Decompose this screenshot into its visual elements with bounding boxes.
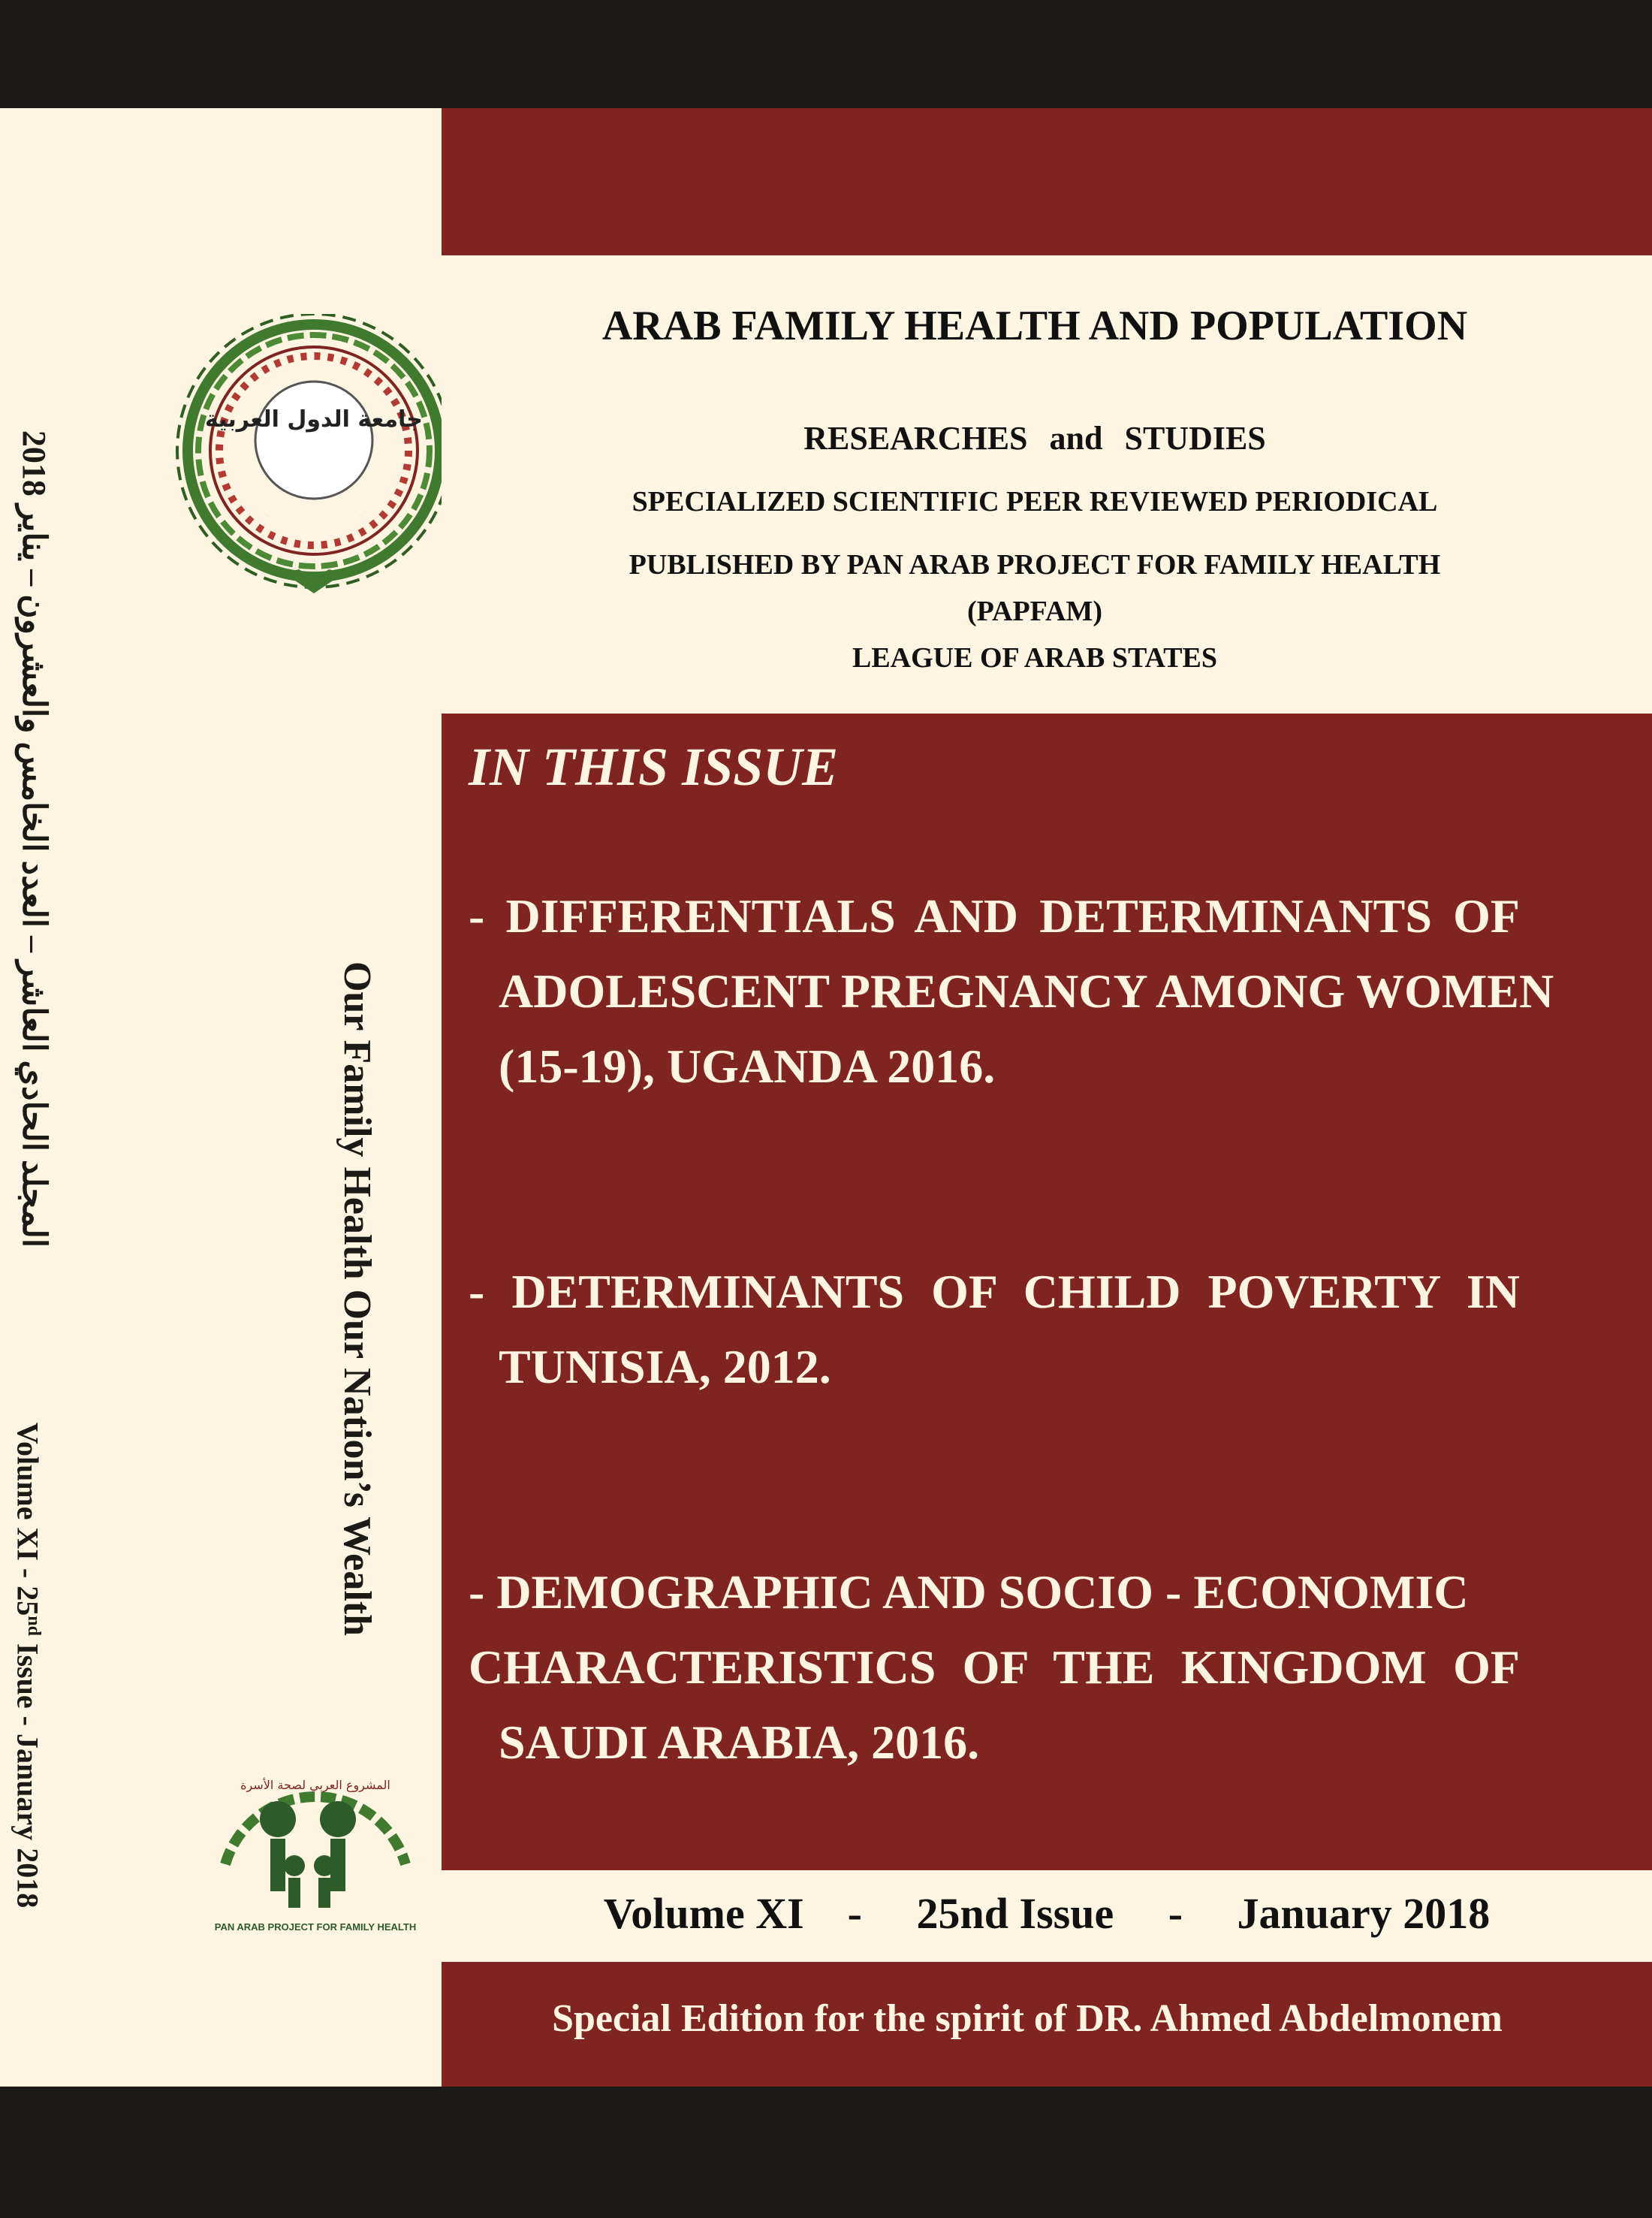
article-line: - DIFFERENTIALS AND DETERMINANTS OF [469, 889, 1520, 943]
papfam-caption: PAN ARAB PROJECT FOR FAMILY HEALTH [214, 1921, 417, 1933]
volume-issue-date: Volume XI - 25nd Issue - January 2018 [603, 1889, 1491, 1938]
bottom-black-bar [0, 2087, 1652, 2218]
article-line: CHARACTERISTICS OF THE KINGDOM OF [469, 1640, 1520, 1694]
family-figures-icon [260, 1801, 356, 1908]
in-this-issue-heading: IN THIS ISSUE [469, 737, 839, 797]
journal-title: ARAB FAMILY HEALTH AND POPULATION [601, 303, 1468, 349]
papfam-arabic-text: المشروع العربي لصحة الأسرة [240, 1778, 390, 1792]
article-line: (15-19), UGANDA 2016. [499, 1040, 996, 1093]
article-line: - DEMOGRAPHIC AND SOCIO - ECONOMIC [469, 1565, 1469, 1619]
spine-english-prefix: Volume XI - 25 [11, 1422, 45, 1616]
spine-english-suffix: Issue - January 2018 [11, 1635, 45, 1909]
spine-english-sup: nd [24, 1616, 44, 1636]
article-item [469, 1555, 1520, 1780]
spine-english-issue-line [8, 1177, 60, 2153]
publisher-line: PUBLISHED BY PAN ARAB PROJECT FOR FAMILY HEALTH [629, 549, 1441, 581]
in-this-issue-panel [442, 714, 1652, 1870]
spine-motto: Our Family Health Our Nation’s Wealth [336, 961, 378, 1636]
article-line: TUNISIA, 2012. [499, 1340, 831, 1393]
papfam-logo [203, 1737, 428, 1939]
publisher-abbreviation: (PAPFAM) [966, 596, 1103, 627]
dedication-band [442, 1962, 1652, 2087]
article-line: ADOLESCENT PREGNANCY AMONG WOMEN [499, 964, 1554, 1018]
journal-subtitle: RESEARCHES and STUDIES [803, 420, 1266, 457]
dedication-text: Special Edition for the spirit of DR. Ahmed Abdelmonem [552, 1997, 1503, 2040]
top-maroon-band [442, 108, 1652, 255]
top-black-bar [0, 0, 1652, 108]
league-logo-text: جامعة الدول العربية [205, 406, 423, 433]
masthead [442, 255, 1652, 714]
spine-arabic-issue-line: المجلد الحادي العاشر – العدد الخامس والعشرون – يناير 2018 [16, 430, 53, 1248]
article-line: SAUDI ARABIA, 2016. [499, 1716, 980, 1769]
volume-strip [442, 1870, 1652, 1962]
article-item [469, 1254, 1520, 1405]
article-item [469, 879, 1554, 1104]
league-line: LEAGUE OF ARAB STATES [852, 642, 1218, 674]
article-line: - DETERMINANTS OF CHILD POVERTY IN [469, 1265, 1520, 1318]
league-of-arab-states-logo [171, 314, 457, 604]
papfam-wreath-icon [225, 1797, 405, 1864]
periodical-description: SPECIALIZED SCIENTIFIC PEER REVIEWED PERIODICAL [632, 486, 1438, 518]
